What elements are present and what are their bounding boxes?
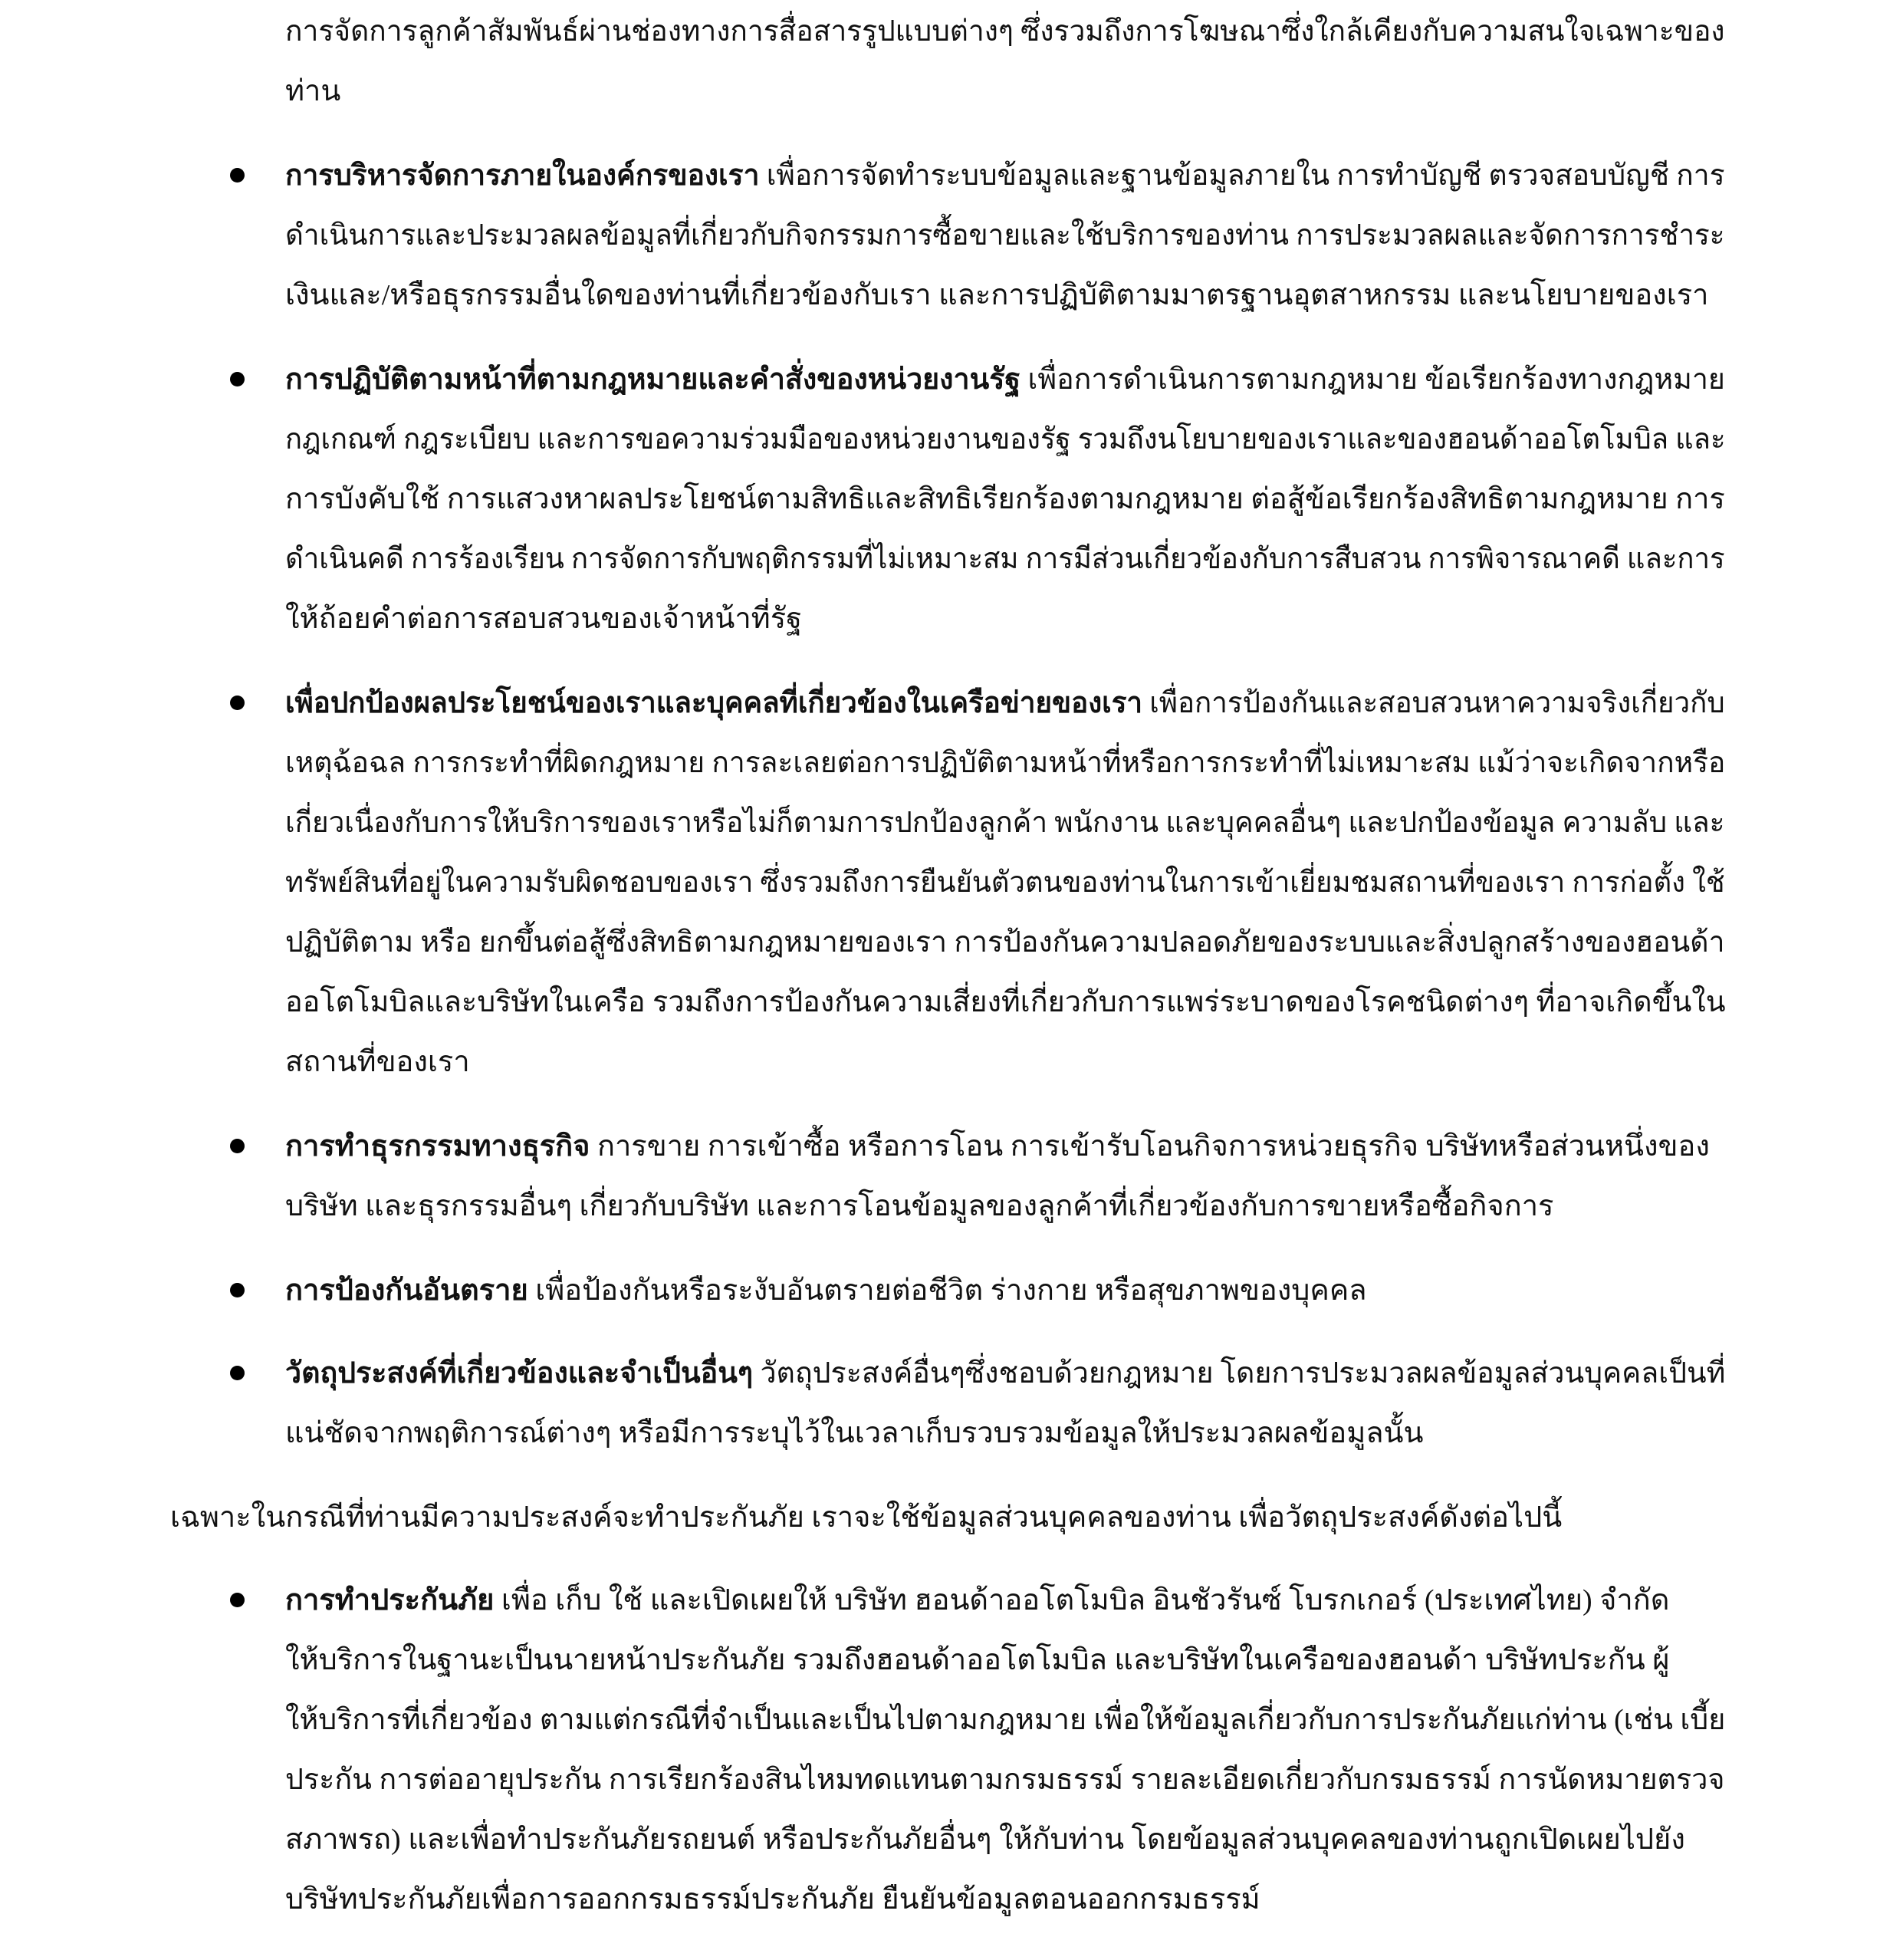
bullet-4-line-1 xyxy=(285,1132,1710,1161)
bullet-3-line-4: ทรัพย์สินที่อยู่ในความรับผิดชอบของเรา ซึ่งรวมถึงการยืนยันตัวตนของท่านในการเข้าเยี่ยมชมสถานที่ของเรา การก่อตั้ง ใช้ xyxy=(285,867,1725,899)
bullet-icon xyxy=(230,1139,245,1153)
bullet-3-line-1 xyxy=(285,689,1725,718)
bullet-5-title: การป้องกันอันตราย xyxy=(285,1274,528,1307)
insurance-line-6: บริษัทประกันภัยเพื่อการออกกรมธรรม์ประกันภัย ยืนยันข้อมูลตอนออกกรมธรรม์ xyxy=(285,1883,1260,1916)
insurance-text: เพื่อ เก็บ ใช้ และเปิดเผยให้ บริษัท ฮอนด้าออโตโมบิล อินชัวรันซ์ โบรกเกอร์ (ประเทศไทย) จำกัด xyxy=(494,1584,1670,1616)
bullet-2-line-1 xyxy=(285,365,1725,394)
insurance-line-4: ประกัน การต่ออายุประกัน การเรียกร้องสินไหมทดแทนตามกรมธรรม์ รายละเอียดเกี่ยวกับกรมธรรม์ การนัดหมายตรวจ xyxy=(285,1764,1725,1796)
intro-line-2: ท่าน xyxy=(285,75,341,107)
bullet-6-line-2: แน่ชัดจากพฤติการณ์ต่างๆ หรือมีการระบุไว้ในเวลาเก็บรวบรวมข้อมูลให้ประมวลผลข้อมูลนั้น xyxy=(285,1417,1424,1449)
bullet-6-title: วัตถุประสงค์ที่เกี่ยวข้องและจำเป็นอื่นๆ xyxy=(285,1357,754,1389)
bullet-2-line-5: ให้ถ้อยคำต่อการสอบสวนของเจ้าหน้าที่รัฐ xyxy=(285,603,803,635)
bullet-2-text: เพื่อการดำเนินการตามกฎหมาย ข้อเรียกร้องทางกฎหมาย xyxy=(1021,363,1725,396)
bullet-5-text: เพื่อป้องกันหรือระงับอันตรายต่อชีวิต ร่างกาย หรือสุขภาพของบุคคล xyxy=(528,1274,1367,1307)
bullet-icon xyxy=(230,168,245,183)
insurance-line-2: ให้บริการในฐานะเป็นนายหน้าประกันภัย รวมถึงฮอนด้าออโตโมบิล และบริษัทในเครือของฮอนด้า บริษัทประกัน ผู้ xyxy=(285,1644,1670,1676)
bullet-2-line-3: การบังคับใช้ การแสวงหาผลประโยชน์ตามสิทธิและสิทธิเรียกร้องตามกฎหมาย ต่อสู้ข้อเรียกร้องสิทธิตามกฎหมาย การ xyxy=(285,483,1725,515)
bullet-1-title: การบริหารจัดการภายในองค์กรของเรา xyxy=(285,159,760,192)
bullet-4-text: การขาย การเข้าซื้อ หรือการโอน การเข้ารับโอนกิจการหน่วยธุรกิจ บริษัทหรือส่วนหนึ่งของ xyxy=(590,1130,1710,1163)
bullet-2-line-4: ดำเนินคดี การร้องเรียน การจัดการกับพฤติกรรมที่ไม่เหมาะสม การมีส่วนเกี่ยวข้องกับการสืบสวน การพิจารณาคดี และการ xyxy=(285,543,1725,575)
bullet-3-line-7: สถานที่ของเรา xyxy=(285,1046,470,1078)
bullet-2-line-2: กฎเกณฑ์ กฎระเบียบ และการขอความร่วมมือของหน่วยงานของรัฐ รวมถึงนโยบายของเราและของฮอนด้าออโตโมบิล และ xyxy=(285,423,1726,455)
bullet-4-line-2: บริษัท และธุรกรรมอื่นๆ เกี่ยวกับบริษัท และการโอนข้อมูลของลูกค้าที่เกี่ยวข้องกับการขายหรือซื้อกิจการ xyxy=(285,1190,1554,1222)
bullet-2-title: การปฏิบัติตามหน้าที่ตามกฎหมายและคำสั่งของหน่วยงานรัฐ xyxy=(285,363,1021,396)
bullet-1-line-1 xyxy=(285,161,1725,190)
bullet-4-title: การทำธุรกรรมทางธุรกิจ xyxy=(285,1130,590,1163)
bullet-1-text: เพื่อการจัดทำระบบข้อมูลและฐานข้อมูลภายใน การทำบัญชี ตรวจสอบบัญชี การ xyxy=(759,159,1725,192)
bullet-1-line-3: เงินและ/หรือธุรกรรมอื่นใดของท่านที่เกี่ยวข้องกับเรา และการปฏิบัติตามมาตรฐานอุตสาหกรรม และนโยบายของเรา xyxy=(285,279,1709,311)
bullet-6-line-1 xyxy=(285,1359,1725,1388)
insurance-line-5: สภาพรถ) และเพื่อทำประกันภัยรถยนต์ หรือประกันภัยอื่นๆ ให้กับท่าน โดยข้อมูลส่วนบุคคลของท่านถูกเปิดเผยไปยัง xyxy=(285,1824,1685,1856)
bullet-1-line-2: ดำเนินการและประมวลผลข้อมูลที่เกี่ยวกับกิจกรรมการซื้อขายและใช้บริการของท่าน การประมวลผลและจัดการการชำระ xyxy=(285,219,1725,252)
bullet-icon xyxy=(230,696,245,710)
bullet-icon xyxy=(230,1283,245,1297)
bullet-icon xyxy=(230,372,245,386)
bullet-3-line-5: ปฏิบัติตาม หรือ ยกขึ้นต่อสู้ซึ่งสิทธิตามกฎหมายของเรา การป้องกันความปลอดภัยของระบบและสิ่งปลูกสร้างของฮอนด้า xyxy=(285,926,1725,959)
bullet-3-title: เพื่อปกป้องผลประโยชน์ของเราและบุคคลที่เกี่ยวข้องในเครือข่ายของเรา xyxy=(285,687,1143,719)
insurance-intro: เฉพาะในกรณีที่ท่านมีความประสงค์จะทำประกันภัย เราจะใช้ข้อมูลส่วนบุคคลของท่าน เพื่อวัตถุประสงค์ดังต่อไปนี้ xyxy=(170,1501,1563,1534)
bullet-3-line-2: เหตุฉ้อฉล การกระทำที่ผิดกฎหมาย การละเลยต่อการปฏิบัติตามหน้าที่หรือการกระทำที่ไม่เหมาะสม แม้ว่าจะเกิดจากหรือ xyxy=(285,747,1726,779)
insurance-line-1 xyxy=(285,1586,1669,1615)
bullet-3-line-3: เกี่ยวเนื่องกับการให้บริการของเราหรือไม่ก็ตามการปกป้องลูกค้า พนักงาน และบุคคลอื่นๆ และปกป้องข้อมูล ความลับ และ xyxy=(285,807,1725,839)
insurance-line-3: ให้บริการที่เกี่ยวข้อง ตามแต่กรณีที่จำเป็นและเป็นไปตามกฎหมาย เพื่อให้ข้อมูลเกี่ยวกับการประกันภัยแก่ท่าน (เช่น เบี้ย xyxy=(285,1704,1726,1736)
bullet-3-line-6: ออโตโมบิลและบริษัทในเครือ รวมถึงการป้องกันความเสี่ยงที่เกี่ยวกับการแพร่ระบาดของโรคชนิดต่างๆ ที่อาจเกิดขึ้นใน xyxy=(285,986,1726,1018)
bullet-5-line-1 xyxy=(285,1276,1367,1305)
bullet-icon xyxy=(230,1593,245,1607)
bullet-6-text: วัตถุประสงค์อื่นๆซึ่งชอบด้วยกฎหมาย โดยการประมวลผลข้อมูลส่วนบุคคลเป็นที่ xyxy=(753,1357,1726,1389)
intro-line-1: การจัดการลูกค้าสัมพันธ์ผ่านช่องทางการสื่อสารรูปแบบต่างๆ ซึ่งรวมถึงการโฆษณาซึ่งใกล้เคียงกับความสนใจเฉพาะของ xyxy=(285,15,1725,48)
bullet-3-text: เพื่อการป้องกันและสอบสวนหาความจริงเกี่ยวกับ xyxy=(1142,687,1725,719)
insurance-title: การทำประกันภัย xyxy=(285,1584,495,1616)
bullet-icon xyxy=(230,1366,245,1380)
